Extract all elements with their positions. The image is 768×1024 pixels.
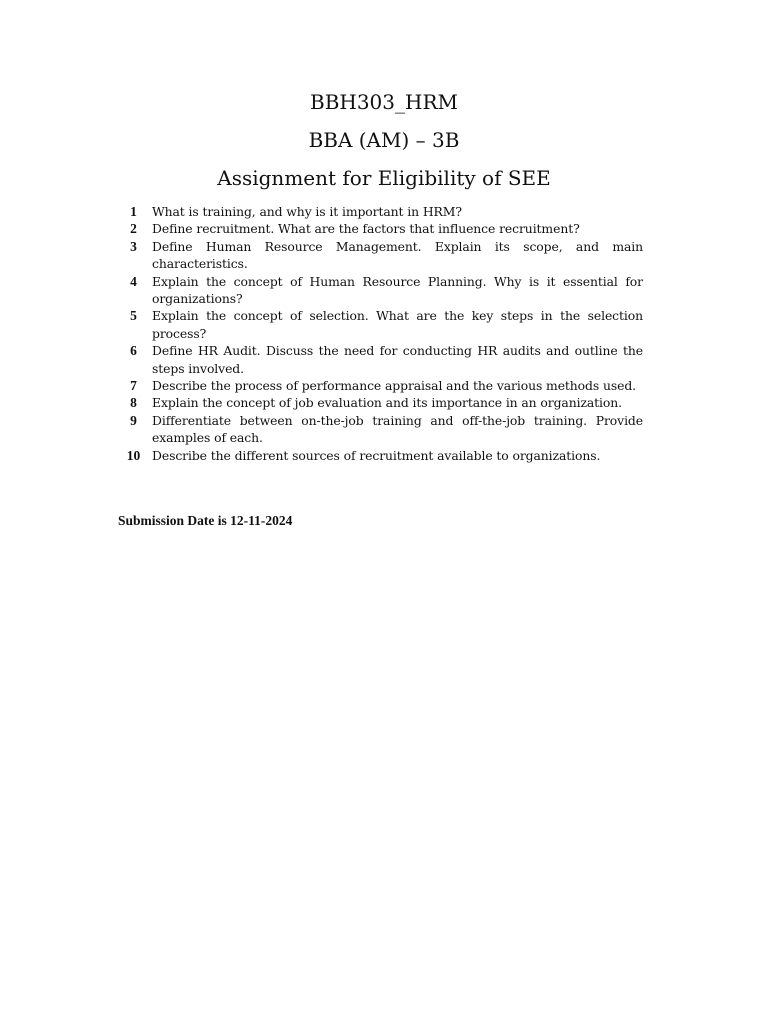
- question-number: 6: [130, 343, 137, 359]
- question-number: 1: [130, 204, 137, 219]
- question-number: 10: [126, 447, 141, 463]
- question-list: [119, 203, 643, 464]
- question-item-3: [119, 238, 643, 273]
- course-code-heading: BBH303_HRM: [310, 90, 458, 114]
- question-item-4: [119, 273, 643, 308]
- question-item-5: [119, 307, 643, 342]
- question-item-9: [119, 412, 643, 447]
- question-text: What is training, and why is it important in HRM?: [152, 204, 462, 219]
- question-text: Define HR Audit. Discuss the need for conducting HR audits and outline the steps involved.: [152, 343, 643, 376]
- question-number: 4: [130, 273, 137, 289]
- question-item-2: [119, 220, 643, 237]
- question-number: 3: [130, 238, 137, 254]
- question-text: Differentiate between on-the-job training and off-the-job training. Provide examples of each.: [152, 412, 643, 446]
- question-text: Define recruitment. What are the factors that influence recruitment?: [152, 221, 580, 237]
- question-number: 5: [130, 308, 137, 324]
- question-text: Describe the different sources of recruitment available to organizations.: [152, 447, 601, 463]
- question-text: Describe the process of performance appraisal and the various methods used.: [152, 378, 637, 394]
- question-item-1: [119, 203, 643, 220]
- question-number: 8: [130, 395, 137, 411]
- program-section-heading: BBA (AM) – 3B: [308, 128, 460, 152]
- question-text: Explain the concept of Human Resource Planning. Why is it essential for organizations?: [152, 273, 643, 307]
- question-number: 2: [130, 221, 137, 237]
- question-number: 7: [130, 378, 137, 394]
- question-item-6: [119, 342, 643, 377]
- question-item-8: [119, 394, 643, 411]
- submission-date-note: Submission Date is 12-11-2024: [118, 513, 293, 528]
- question-text: Explain the concept of job evaluation and its importance in an organization.: [152, 395, 622, 411]
- question-item-7: [119, 377, 643, 394]
- assignment-title: Assignment for Eligibility of SEE: [217, 166, 551, 190]
- question-text: Define Human Resource Management. Explain its scope, and main characteristics.: [152, 238, 643, 272]
- question-text: Explain the concept of selection. What are the key steps in the selection process?: [152, 308, 643, 341]
- question-item-10: [119, 447, 643, 464]
- question-number: 9: [130, 412, 137, 428]
